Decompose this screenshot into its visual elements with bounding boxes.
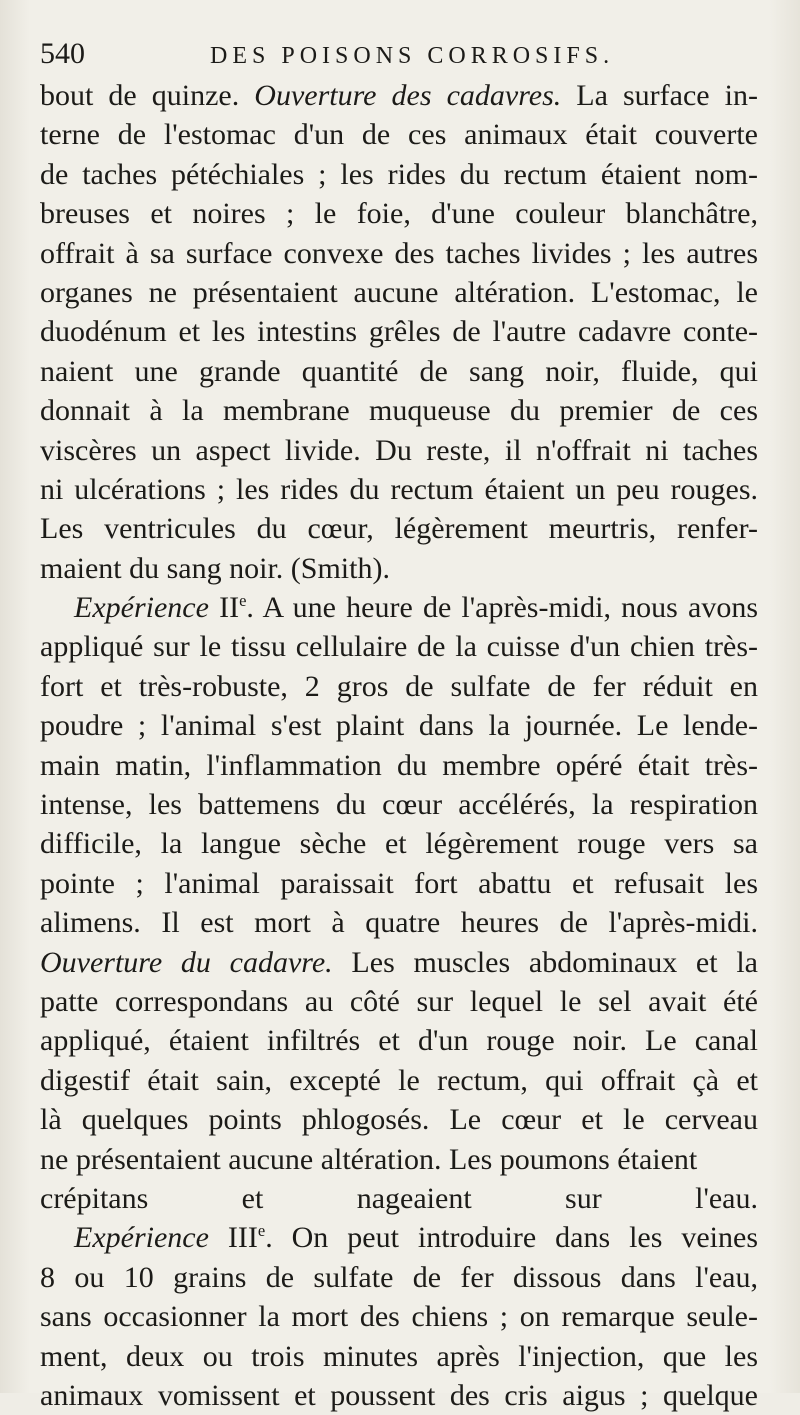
text-line bbox=[40, 1021, 758, 1060]
text-segment: e bbox=[239, 591, 247, 611]
text-line bbox=[40, 273, 758, 312]
text-segment: appliqué, étaient infiltrés et d'un rouge noir. Le canal bbox=[40, 1024, 758, 1058]
text-line bbox=[40, 352, 758, 391]
text-segment: viscères un aspect livide. Du reste, il n'offrait ni taches bbox=[40, 433, 758, 467]
text-line bbox=[40, 706, 758, 745]
text-line bbox=[40, 864, 758, 903]
text-segment: poudre ; l'animal s'est plaint dans la journée. Le lende- bbox=[40, 709, 758, 743]
text-segment: appliqué sur le tissu cellulaire de la cuisse d'un chien très- bbox=[40, 630, 758, 664]
page-header bbox=[40, 34, 760, 74]
text-line bbox=[40, 824, 758, 863]
text-segment: maient du sang noir. (Smith). bbox=[40, 551, 390, 585]
text-segment: e bbox=[257, 1221, 266, 1241]
text-segment: intense, les battemens du cœur accélérés, la respiration bbox=[40, 788, 758, 822]
text-line bbox=[40, 1337, 758, 1376]
text-line bbox=[40, 1376, 758, 1415]
text-segment: ne présentaient aucune altération. Les poumons étaient bbox=[40, 1142, 698, 1176]
text-line bbox=[40, 1100, 758, 1139]
text-segment: Expérience bbox=[74, 1221, 209, 1255]
text-segment: III bbox=[208, 1221, 258, 1255]
text-segment: breuses et noires ; le foie, d'une couleur blanchâtre, bbox=[40, 197, 758, 231]
text-line bbox=[40, 549, 758, 588]
text-line bbox=[40, 234, 758, 273]
text-line bbox=[40, 982, 758, 1021]
text-line bbox=[40, 431, 758, 470]
text-segment: La surface in- bbox=[561, 79, 758, 112]
text-segment: main matin, l'inflammation du membre opéré était très- bbox=[40, 748, 758, 782]
text-segment: ment, deux ou trois minutes après l'injection, que les bbox=[40, 1339, 758, 1373]
text-line bbox=[40, 115, 758, 154]
text-line bbox=[40, 903, 758, 942]
text-segment: donnait à la membrane muqueuse du premier de ces bbox=[40, 394, 758, 428]
text-segment: Expérience bbox=[74, 591, 209, 625]
running-title: DES POISONS CORROSIFS. bbox=[210, 43, 615, 69]
text-line bbox=[40, 1297, 758, 1336]
text-segment: crépitans et nageaient sur l'eau. bbox=[40, 1181, 758, 1215]
text-segment: patte correspondans au côté sur lequel le sel avait été bbox=[40, 984, 758, 1018]
text-segment: naient une grande quantité de sang noir, fluide, qui bbox=[40, 354, 758, 388]
text-segment: de taches pétéchiales ; les rides du rectum étaient nom- bbox=[40, 157, 758, 191]
text-segment: pointe ; l'animal paraissait fort abattu et refusait les bbox=[40, 866, 758, 900]
text-segment: offrait à sa surface convexe des taches livides ; les autres bbox=[40, 236, 758, 270]
text-line bbox=[40, 667, 758, 706]
text-segment: sans occasionner la mort des chiens ; on remarque seule- bbox=[40, 1300, 758, 1334]
text-segment: terne de l'estomac d'un de ces animaux était couverte bbox=[40, 118, 758, 152]
text-line bbox=[40, 155, 758, 194]
text-segment: digestif était sain, excepté le rectum, qui offrait çà et bbox=[40, 1063, 758, 1097]
body-text bbox=[40, 76, 758, 1415]
text-segment: . A une heure de l'après-midi, nous avons bbox=[246, 591, 758, 625]
text-line bbox=[40, 943, 758, 982]
text-line bbox=[40, 785, 758, 824]
text-line bbox=[40, 509, 758, 548]
text-segment: duodénum et les intestins grêles de l'autre cadavre conte- bbox=[40, 315, 758, 349]
text-line bbox=[40, 1258, 758, 1297]
text-line bbox=[40, 1218, 758, 1257]
text-line bbox=[40, 76, 758, 115]
text-segment: là quelques points phlogosés. Le cœur et le cerveau bbox=[40, 1103, 758, 1137]
text-segment: . On peut introduire dans les veines bbox=[265, 1221, 758, 1255]
text-line bbox=[40, 1140, 758, 1179]
text-line bbox=[40, 1061, 758, 1100]
text-segment: ni ulcérations ; les rides du rectum étaient un peu rouges. bbox=[40, 472, 758, 506]
text-line bbox=[40, 194, 758, 233]
text-segment: Les muscles abdominaux et la bbox=[332, 945, 758, 979]
text-segment: Ouverture des cadavres. bbox=[254, 79, 562, 112]
page-number: 540 bbox=[40, 37, 85, 70]
text-segment: alimens. Il est mort à quatre heures de l'après-midi. bbox=[40, 906, 758, 940]
text-segment: fort et très-robuste, 2 gros de sulfate de fer réduit en bbox=[40, 669, 758, 703]
text-line bbox=[40, 627, 758, 666]
text-line bbox=[40, 470, 758, 509]
text-segment: animaux vomissent et poussent des cris aigus ; quelque bbox=[40, 1378, 758, 1412]
text-segment: Ouverture du cadavre. bbox=[40, 945, 333, 979]
text-line bbox=[40, 391, 758, 430]
text-line bbox=[40, 746, 758, 785]
text-segment: Les ventricules du cœur, légèrement meurtris, renfer- bbox=[40, 512, 758, 546]
text-segment: difficile, la langue sèche et légèrement rouge vers sa bbox=[40, 827, 758, 861]
text-segment: bout de quinze. bbox=[40, 79, 255, 112]
text-segment: II bbox=[208, 591, 240, 625]
text-line bbox=[40, 1179, 758, 1218]
text-line bbox=[40, 588, 758, 627]
text-segment: 8 ou 10 grains de sulfate de fer dissous dans l'eau, bbox=[40, 1260, 758, 1294]
text-line bbox=[40, 312, 758, 351]
text-segment: organes ne présentaient aucune altération. L'estomac, le bbox=[40, 275, 758, 309]
